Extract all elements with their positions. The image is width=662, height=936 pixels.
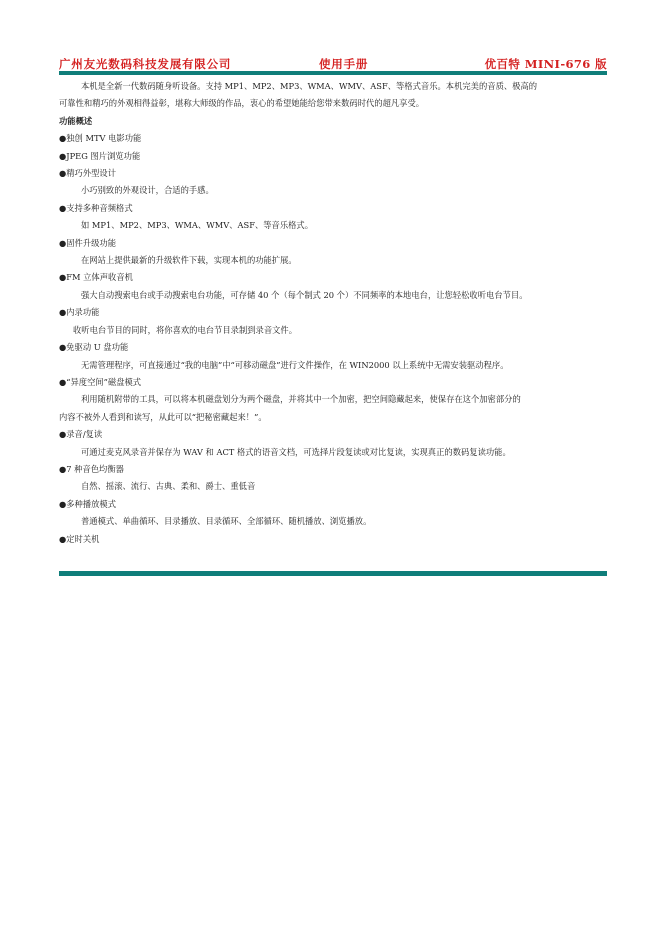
feature-recording: ●录音/复读: [59, 429, 103, 440]
intro-line-1: 本机是全新一代数码随身听设备。支持 MP1、MP2、MP3、WMA、WMV、ASF、等格式音乐。本机完美的音质、极高的: [81, 81, 538, 91]
feature-audio-formats: ●支持多种音频格式: [59, 202, 133, 213]
feature-equalizer: ●7 种音色均衡器: [59, 463, 124, 474]
feature-secure-disk-desc-2: 内容不被外人看到和读写，从此可以“把秘密藏起来！”。: [59, 411, 267, 422]
feature-play-modes: ●多种播放模式: [59, 498, 117, 509]
page-header: [59, 54, 607, 72]
feature-fm-radio-desc: 强大自动搜索电台或手动搜索电台功能，可存储 40 个（每个制式 20 个）不同频率的本地电台，让您轻松收听电台节目。: [81, 289, 528, 300]
feature-recording-desc: 可通过麦克风录音并保存为 WAV 和 ACT 格式的语音文档，可选择片段复读或对比复读，实现真正的数码复读功能。: [81, 446, 511, 457]
company-name: 广州友光数码科技发展有限公司: [59, 57, 232, 71]
footer-divider: [59, 571, 607, 576]
feature-play-modes-desc: 普通模式、单曲循环、目录播放、目录循环、全部循环、随机播放、浏览播放。: [81, 516, 372, 527]
manual-title: 使用手册: [319, 57, 369, 71]
feature-audio-formats-desc: 如 MP1、MP2、MP3、WMA、WMV、ASF、等音乐格式。: [81, 220, 314, 231]
feature-fm-radio: ●FM 立体声收音机: [59, 272, 133, 283]
feature-usb-drive: ●免驱动 U 盘功能: [59, 342, 129, 353]
feature-design-desc: 小巧别致的外观设计，合适的手感。: [81, 185, 214, 196]
feature-secure-disk: ●“异度空间”磁盘模式: [59, 376, 142, 387]
feature-equalizer-desc: 自然、摇滚、流行、古典、柔和、爵士、重低音: [81, 481, 256, 492]
document-body: [59, 78, 611, 548]
feature-internal-record-desc: 收听电台节目的同时，将你喜欢的电台节目录制到录音文件。: [73, 324, 298, 335]
feature-secure-disk-desc-1: 利用随机附带的工具，可以将本机磁盘划分为两个磁盘，并将其中一个加密，把空间隐藏起来，使保存在这个加密部分的: [81, 394, 521, 405]
feature-sleep-timer: ●定时关机: [59, 533, 100, 544]
feature-jpeg: ●JPEG 图片浏览功能: [59, 150, 141, 161]
product-version: 优百特 MINI-676 版: [484, 57, 607, 71]
feature-usb-drive-desc: 无需管理程序，可直接通过“我的电脑”中“可移动磁盘”进行文件操作，在 WIN2000 以上系统中无需安装驱动程序。: [81, 359, 509, 370]
feature-firmware-desc: 在网站上提供最新的升级软件下载，实现本机的功能扩展。: [81, 255, 297, 266]
intro-line-2: 可靠性和精巧的外观相得益彰，堪称大师级的作品，衷心的希望她能给您带来数码时代的超凡享受。: [59, 98, 425, 109]
feature-design: ●精巧外型设计: [59, 168, 117, 179]
feature-firmware: ●固件升级功能: [59, 237, 117, 248]
feature-mtv: ●独创 MTV 电影功能: [59, 133, 142, 144]
feature-internal-record: ●内录功能: [59, 307, 100, 318]
section-title: 功能概述: [59, 115, 93, 126]
header-divider: [59, 71, 607, 75]
